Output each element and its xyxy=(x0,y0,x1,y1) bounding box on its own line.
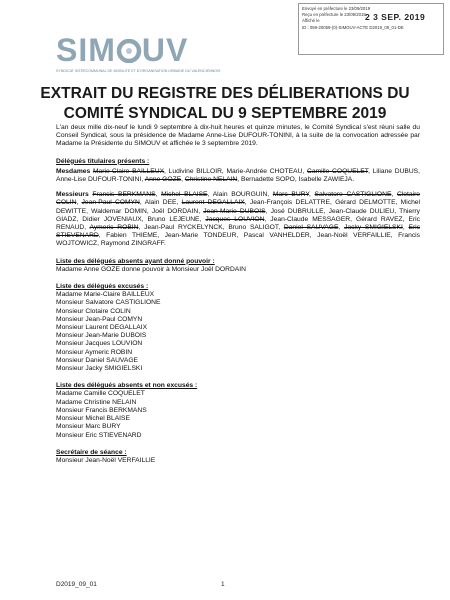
delegate-name-text: , xyxy=(402,224,409,232)
delegate-name-text: , xyxy=(308,191,315,199)
absent-delegate-name: Jacky SMIGIELSKI xyxy=(344,224,403,232)
list-item: Madame Marie-Claire BAILLEUX xyxy=(56,291,155,299)
absent-delegate-name: Anne GOZE xyxy=(144,176,182,184)
delegate-name-text: , Jean-Claude MESSAGER, Gérard RAVEZ, Eric RENAUD, xyxy=(56,215,421,232)
absent-delegate-name: Jean-Paul COMYN xyxy=(81,199,140,207)
absent-delegate-name: Michel BLAISE xyxy=(161,191,208,199)
delegate-name-text: , xyxy=(155,191,162,199)
mesdames-list xyxy=(56,168,420,184)
list-item: Monsieur Michel BLAISE xyxy=(56,415,130,423)
delegate-name-text: , Liliane DUBUS, Anne-Lise DUFOUR-TONINI, xyxy=(56,167,421,184)
logo-subtitle: SYNDICAT INTERCOMMUNAL DE MOBILITÉ ET D'ORGANISATION URBAINE DU VALENCIENNOIS xyxy=(56,69,221,73)
messieurs-list xyxy=(56,191,420,248)
document-body xyxy=(56,124,420,465)
delegate-name-text: , Alain DEE, xyxy=(139,199,182,207)
delegate-name-text: , Fabien THIEME, Jean-Marie TONDEUR, Pascal VANHELDER, Jean-Noël VERFAILLIE, Francis WOJTOWICZ, Raymond ZINGRAFF. xyxy=(56,232,420,248)
delegate-name-text: , Jean-François DELATTRE, Gérard DELMOTTE, Michel DEWITTE, Waldemar DOMIN, Joël DORDAIN, xyxy=(56,199,420,215)
list-item: Monsieur Marc BURY xyxy=(56,423,121,431)
list-item: Madame Christine NELAIN xyxy=(56,398,137,406)
excuses-heading: Liste des délégués excusés : xyxy=(56,283,149,291)
non-excuses-list xyxy=(56,390,420,439)
titulaires-heading: Délégués titulaires présents : xyxy=(56,157,150,165)
stamp-line-affiche: Affiché le xyxy=(302,18,320,24)
secretaire-section xyxy=(56,449,420,465)
non-excuses-section xyxy=(56,382,420,439)
delegate-name-text: , José DUBRULLE, Jean-Claude DULIEU, Thierry GIADZ, Didier JOVENIAUX, Bruno LEJEUNE, xyxy=(56,207,420,223)
secretaire-heading: Secrétaire de séance : xyxy=(56,448,127,456)
list-item: Monsieur Francis BERKMANS xyxy=(56,406,147,414)
list-item: Monsieur Eric STIEVENARD xyxy=(56,431,142,439)
absent-delegate-name: Camille COQUELET xyxy=(307,167,369,175)
messieurs-names xyxy=(56,191,420,247)
list-item: Monsieur Jean-Paul COMYN xyxy=(56,315,143,323)
logo-o-icon xyxy=(116,39,142,63)
absent-delegate-name: Aymeric ROBIN xyxy=(89,224,139,232)
mesdames-label: Mesdames xyxy=(56,167,91,175)
delegate-name-text: , Jean-Paul RYCKELYNCK, Bruno SALIGOT, xyxy=(138,224,284,232)
absent-delegate-name: Daniel SAUVAGE xyxy=(283,224,339,232)
stamp-line-id: ID : 059-20059-(0)-SIMOUV-ACTE D2019_09_01-DE xyxy=(302,24,404,30)
titulaires-section xyxy=(56,158,420,249)
list-item: Monsieur Aymeric ROBIN xyxy=(56,348,133,356)
stamp-affiche-date: 2 3 SEP. 2019 xyxy=(365,12,426,22)
pouvoir-heading: Liste des délégués absents ayant donné pouvoir : xyxy=(56,257,215,265)
absent-delegate-name: Jean-Marie DUBOIS xyxy=(203,207,266,215)
absent-delegate-name: Jacques LOUVION xyxy=(205,215,265,223)
delegate-name-text: , Ludivine BILLOIR, Marie-Andrée CHOTEAU, xyxy=(164,167,308,175)
delegate-name-text: , xyxy=(338,224,345,232)
logo-text-sim: SIM xyxy=(56,32,116,68)
delegate-name-text: , xyxy=(181,176,185,184)
absent-delegate-name: Eric STIEVENARD xyxy=(56,224,421,240)
delegate-name-text: , xyxy=(391,191,397,199)
excuses-list xyxy=(56,291,420,373)
absent-delegate-name: Laurent DEGALLAIX xyxy=(181,199,245,207)
simouv-logo xyxy=(56,32,188,69)
title-line-2: COMITÉ SYNDICAL DU 9 SEPTEMBRE 2019 xyxy=(63,105,387,122)
stamp-line-recu: Reçu en préfecture le 23/09/2019 xyxy=(302,12,366,18)
absent-delegate-name: Christine NELAIN xyxy=(184,176,238,184)
absent-delegate-name: Salvatore CASTIGLIONE xyxy=(314,191,392,199)
logo-text-uv: UV xyxy=(141,32,189,68)
stamp-line-envoye: Envoyé en préfecture le 23/09/2019 xyxy=(302,6,371,11)
non-excuses-heading: Liste des délégués absents et non excusés : xyxy=(56,382,198,390)
document-title xyxy=(20,84,430,124)
document-reference: D2019_09_01 xyxy=(56,581,97,588)
pouvoir-section xyxy=(56,258,420,274)
list-item: Monsieur Salvatore CASTIGLIONE xyxy=(56,299,161,307)
list-item: Madame Camille COQUELET xyxy=(56,390,145,398)
absent-delegate-name: Francis BERKMANS xyxy=(92,191,156,199)
page-number: 1 xyxy=(221,581,225,588)
delegate-name-text: , Bernadette SOPO, Isabelle ZAWIEJA. xyxy=(237,176,355,184)
delegate-name-text: , Alain BOURGUIN, xyxy=(207,191,273,199)
list-item: Monsieur Laurent DEGALLAIX xyxy=(56,324,148,332)
excuses-section xyxy=(56,283,420,373)
list-item: Monsieur Jean-Marie DUBOIS xyxy=(56,332,147,340)
list-item: Monsieur Clotaire COLIN xyxy=(56,307,131,315)
title-line-1: EXTRAIT DU REGISTRE DES DÉLIBERATIONS DU xyxy=(40,85,410,102)
intro-paragraph: L'an deux mille dix-neuf le lundi 9 septembre à dix-huit heures et quinze minutes, le Comité Syndical s'est réuni salle du Conseil Syndical, sous la présidence de Madame Anne-Lise DUFOUR-TONINI, à la suite de la convocation adressée par Madame la Présidente du SIMOUV et affichée le 3 septembre 2019. xyxy=(56,124,420,148)
secretaire-name: Monsieur Jean-Noël VERFAILLIE xyxy=(56,456,156,464)
pouvoir-text: Madame Anne GOZE donne pouvoir à Monsieur Joël DORDAIN xyxy=(56,265,246,273)
messieurs-label: Messieurs xyxy=(56,191,89,199)
list-item: Monsieur Jacques LOUVION xyxy=(56,340,143,348)
mesdames-names xyxy=(56,168,420,183)
absent-delegate-name: Marc BURY xyxy=(272,191,309,199)
absent-delegate-name: Marie-Claire BAILLEUX xyxy=(92,167,165,175)
list-item: Monsieur Daniel SAUVAGE xyxy=(56,356,139,364)
prefecture-stamp xyxy=(298,3,444,55)
list-item: Monsieur Jacky SMIGIELSKI xyxy=(56,365,143,373)
delegate-name-text: , xyxy=(76,199,82,207)
absent-delegate-name: Clotaire COLIN xyxy=(56,191,421,207)
